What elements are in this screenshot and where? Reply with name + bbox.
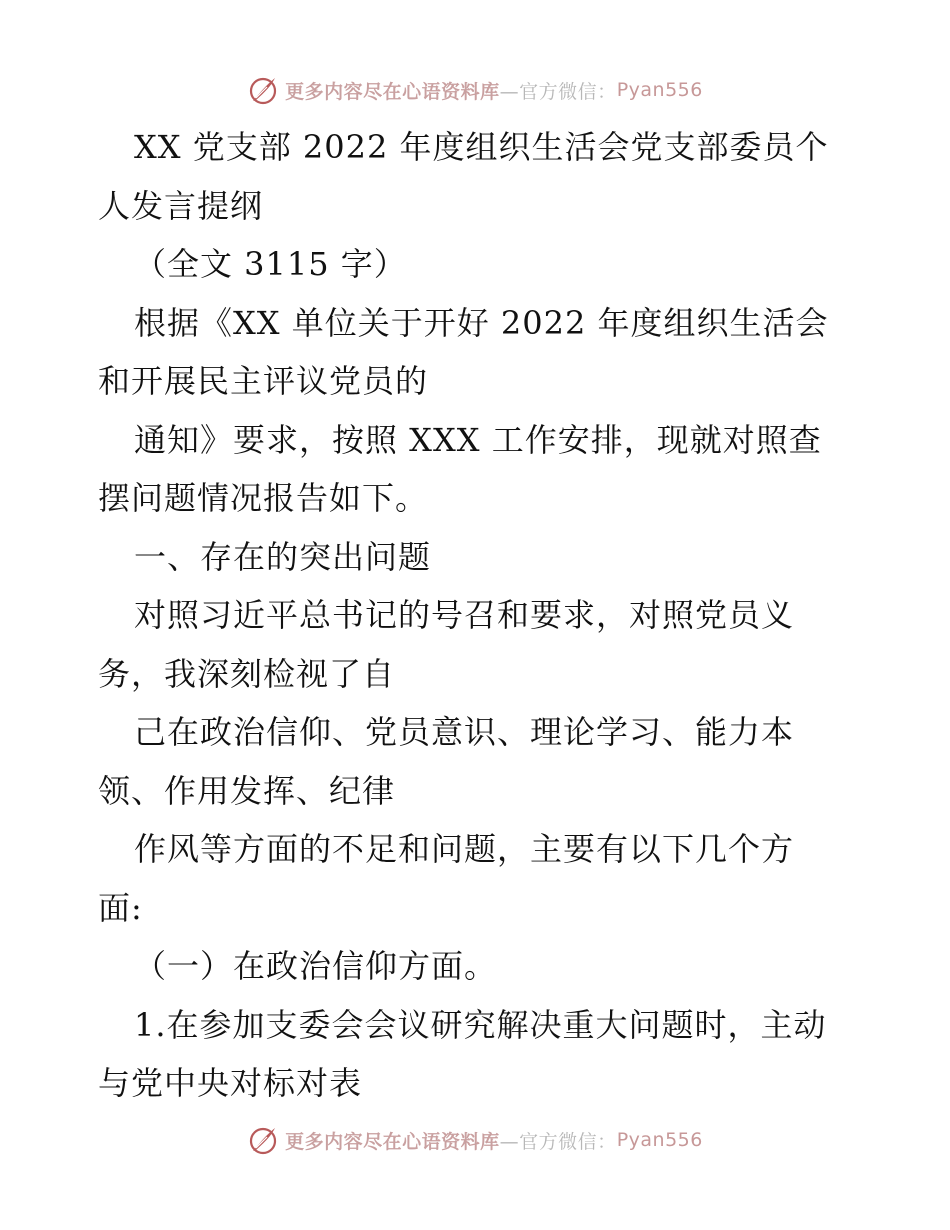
paragraph-line: 摆问题情况报告如下。 — [98, 479, 429, 517]
paragraph-line: 对照习近平总书记的号召和要求，对照党员义 — [134, 596, 795, 634]
paragraph-line: 面: — [98, 888, 143, 927]
watermark-lead-text: 更多内容尽在心语资料库 — [285, 80, 500, 103]
watermark-tail-text: —官方微信： — [499, 1130, 617, 1153]
document-title-line-2: 人发言提纲 — [98, 186, 264, 225]
subsection-heading: （一）在政治信仰方面。 — [134, 947, 498, 985]
watermark-handle: Pyan556 — [616, 79, 703, 101]
document-title-line-1: XX 党支部 2022 年度组织生活会党支部委员个 — [134, 128, 829, 166]
watermark-lead-text: 更多内容尽在心语资料库 — [285, 1130, 500, 1153]
paragraph-line: 和开展民主评议党员的 — [98, 362, 429, 400]
paragraph-line: 作风等方面的不足和问题，主要有以下几个方 — [134, 830, 795, 868]
paragraph-line: 根据《XX 单位关于开好 2022 年度组织生活会 — [134, 303, 829, 342]
paragraph-line: 与党中央对标对表 — [98, 1064, 363, 1102]
feather-pen-seal-icon — [247, 74, 279, 106]
paragraph-line: 通知》要求，按照 XXX 工作安排，现就对照查 — [134, 420, 822, 459]
watermark-handle: Pyan556 — [616, 1129, 703, 1151]
paragraph-line: 己在政治信仰、党员意识、理论学习、能力本 — [134, 713, 795, 751]
header-watermark — [0, 70, 950, 110]
paragraph-line: 务，我深刻检视了自 — [98, 654, 396, 693]
watermark-tail-text: —官方微信： — [499, 80, 617, 103]
section-heading: 一、存在的突出问题 — [134, 537, 432, 576]
paragraph-line: 1.在参加支委会会议研究解决重大问题时，主动 — [134, 1005, 827, 1044]
paragraph-line: 领、作用发挥、纪律 — [98, 771, 396, 810]
footer-watermark — [0, 1120, 950, 1160]
feather-pen-seal-icon — [247, 1124, 279, 1156]
document-body — [98, 118, 850, 1113]
word-count-note: （全文 3115 字） — [134, 245, 407, 283]
